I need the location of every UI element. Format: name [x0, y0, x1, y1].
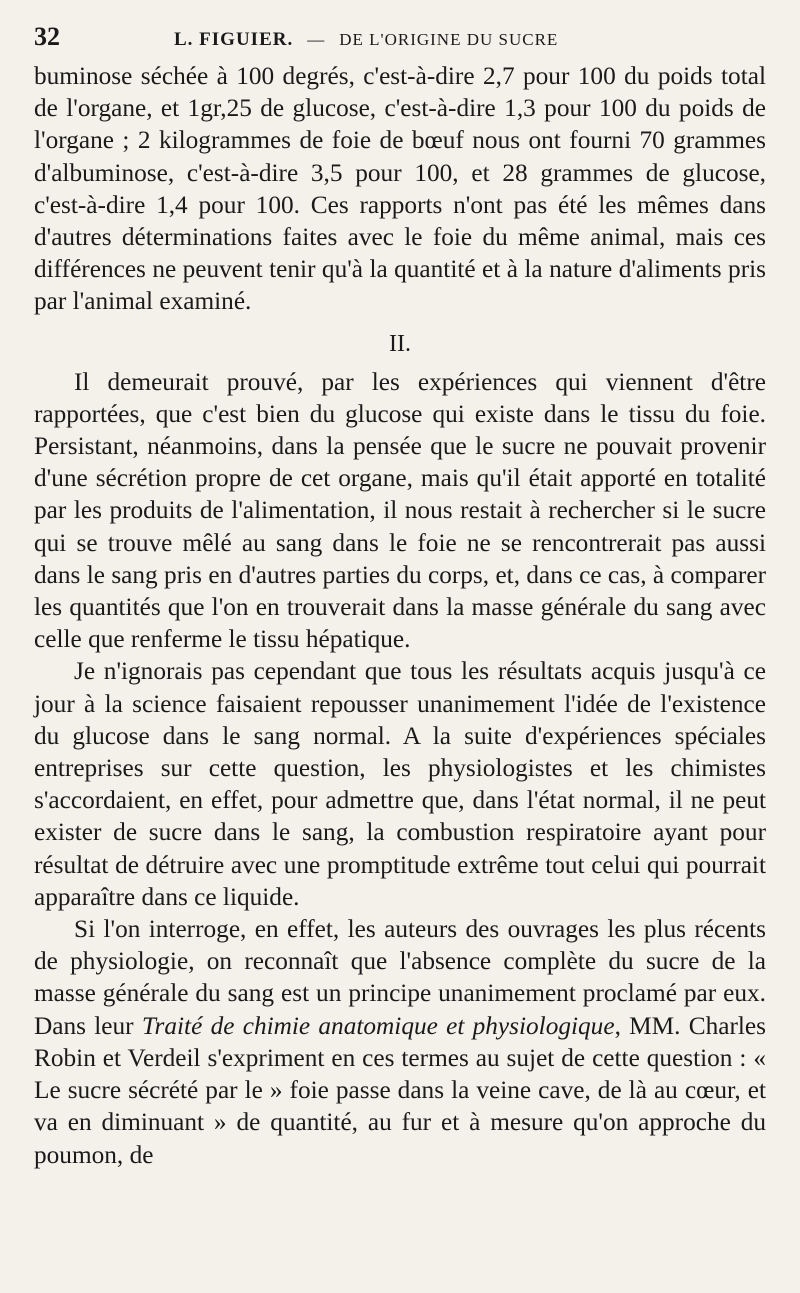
book-title-italic: Traité de chimie anatomique et physiologique — [141, 1011, 615, 1040]
paragraph-text: , MM. Charles Robin et Verdeil s'expriment en ces termes au sujet de cette question : « Le sucre sécrété par le » foie passe dans la veine cave, de là au cœur, et va en diminuant » de quantité, au fur et à mesure qu'on approche du poumon, de — [34, 1011, 766, 1169]
author-name: L. FIGUIER. — [174, 29, 294, 50]
page-number: 32 — [34, 22, 60, 51]
paragraph — [34, 913, 766, 1171]
page-text — [34, 60, 766, 1171]
running-head — [34, 22, 766, 60]
paragraph-continued: buminose séchée à 100 degrés, c'est-à-dire 2,7 pour 100 du poids total de l'organe, et 1gr,25 de glucose, c'est-à-dire 1,3 pour 100 du poids de l'organe ; 2 kilogrammes de foie de bœuf nous ont fourni 70 grammes d'albuminose, c'est-à-dire 3,5 pour 100, et 28 grammes de glucose, c'est-à-dire 1,4 pour 100. Ces rapports n'ont pas été les mêmes dans d'autres déterminations faites avec le foie du même animal, mais ces différences ne peuvent tenir qu'à la quantité et à la nature d'aliments pris par l'animal examiné. — [34, 62, 766, 316]
paragraph: Je n'ignorais pas cependant que tous les résultats acquis jusqu'à ce jour à la science faisaient repousser unanimement l'idée de l'existence du glucose dans le sang normal. A la suite d'expériences spéciales entreprises sur cette question, les physiologistes et les chimistes s'accordaient, en effet, pour admettre que, dans l'état normal, il ne peut exister de sucre dans le sang, la combustion respiratoire ayant pour résultat de détruire avec une promptitude extrême tout celui qui pourrait apparaître dans ce liquide. — [34, 657, 766, 911]
paragraph: Il demeurait prouvé, par les expériences qui viennent d'être rapportées, que c'est bien du glucose qui existe dans le tissu du foie. Persistant, néanmoins, dans la pensée que le sucre ne pouvait provenir d'une sécrétion propre de cet organe, mais qu'il était apporté en totalité par les produits de l'alimentation, il nous restait à rechercher si le sucre qui se trouve mêlé au sang dans le foie ne se rencontrerait pas aussi dans le sang pris en d'autres parties du corps, et, dans ce cas, à comparer les quantités que l'on en trouverait dans la masse générale du sang avec celle que renferme le tissu hépatique. — [34, 367, 766, 654]
header-separator: — — [307, 30, 326, 49]
running-title: DE L'ORIGINE DU SUCRE — [339, 30, 559, 49]
paragraph-text: Si l'on interroge, en effet, les auteurs des ouvrages les plus récents de physiologie, on reconnaît que l'absence complète du sucre de la masse générale du sang est un principe unanimement proclamé par eux. Dans leur — [34, 915, 766, 1040]
section-heading: II. — [389, 330, 411, 357]
